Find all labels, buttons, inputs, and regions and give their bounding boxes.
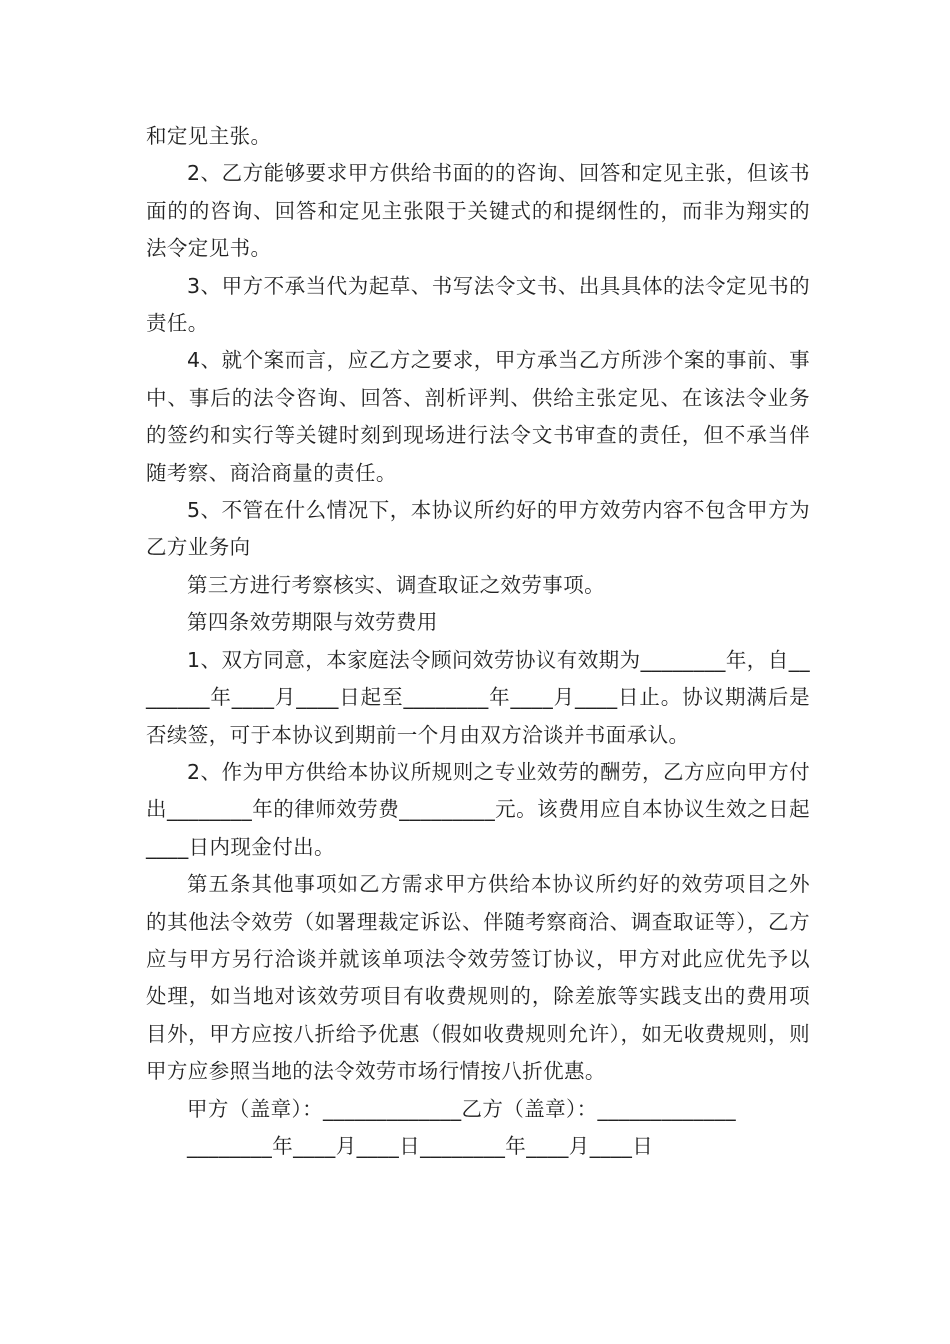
paragraph-continuation: 和定见主张。 [146, 124, 272, 148]
signature-line: 甲方（盖章）：_____________乙方（盖章）：_____________ [187, 1096, 736, 1121]
signature-date-line: ________年____月____日________年____月____日 [187, 1133, 654, 1158]
document-page [146, 118, 810, 1165]
section-heading-article-4: 第四条效劳期限与效劳费用 [187, 610, 438, 635]
paragraph-clause-3: 3、甲方不承当代为起草、书写法令文书、出具具体的法令定见书的责任。 [146, 273, 810, 336]
paragraph-fee-clause-2: 2、作为甲方供给本协议所规则之专业效劳的酬劳，乙方应向甲方付出________年的律师效劳费_________元。该费用应自本协议生效之日起____日内现金付出。 [146, 759, 810, 859]
paragraph-clause-2: 2、乙方能够要求甲方供给书面的的咨询、回答和定见主张，但该书面的的咨询、回答和定见主张限于关键式的和提纲性的，而非为翔实的法令定见书。 [146, 161, 810, 261]
paragraph-clause-5: 5、不管在什么情况下，本协议所约好的甲方效劳内容不包含甲方为乙方业务向 [146, 498, 810, 560]
paragraph-clause-4: 4、就个案而言，应乙方之要求，甲方承当乙方所涉个案的事前、事中、事后的法令咨询、回答、剖析评判、供给主张定见、在该法令业务的签约和实行等关键时刻到现场进行法令文书审查的责任，但不承当伴随考察、商洽商量的责任。 [146, 348, 810, 485]
paragraph-term-clause-1: 1、双方同意，本家庭法令顾问效劳协议有效期为________年，自________年____月____日起至________年____月____日止。协议期满后是否续签，可于本协议到期前一个月由双方洽谈并书面承认。 [146, 647, 810, 747]
paragraph-clause-5-continued: 第三方进行考察核实、调查取证之效劳事项。 [187, 572, 605, 597]
paragraph-article-5: 第五条其他事项如乙方需求甲方供给本协议所约好的效劳项目之外的其他法令效劳（如署理裁定诉讼、伴随考察商洽、调查取证等），乙方应与甲方另行洽谈并就该单项法令效劳签订协议，甲方对此应优先予以处理，如当地对该效劳项目有收费规则的，除差旅等实践支出的费用项目外，甲方应按八折给予优惠（假如收费规则允许），如无收费规则，则甲方应参照当地的法令效劳市场行情按八折优惠。 [146, 872, 810, 1084]
